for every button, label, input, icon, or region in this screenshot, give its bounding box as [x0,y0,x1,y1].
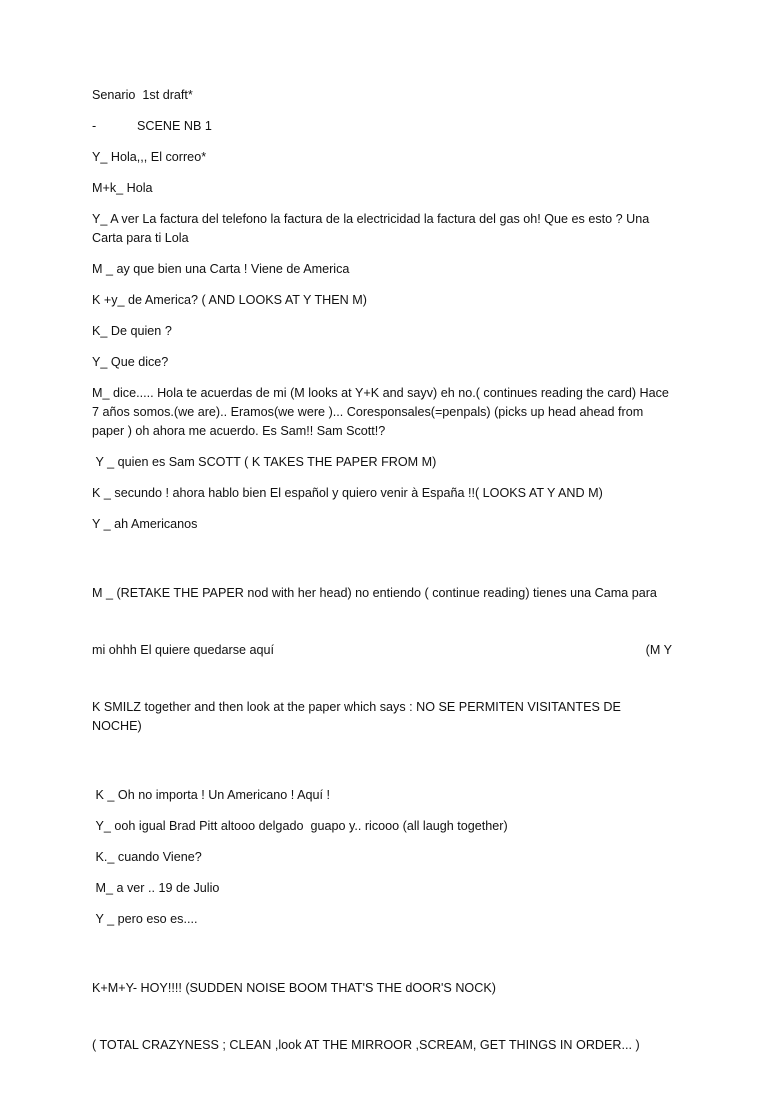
scene-heading: SCENE NB 1 [137,119,212,133]
final-paragraph [92,941,672,1093]
dialogue-line: K +y_ de America? ( AND LOOKS AT Y THEN M) [92,293,367,307]
final-line-2: ( TOTAL CRAZYNESS ; CLEAN ,look AT THE MIRROOR ,SCREAM, GET THINGS IN ORDER... ) [92,1038,640,1052]
document-title: Senario 1st draft* [92,88,193,102]
dialogue-line: Y _ ah Americanos [92,517,198,531]
retake-paragraph [92,546,672,774]
dialogue-line: K _ Oh no importa ! Un Americano ! Aquí ! [92,788,331,802]
dialogue-line: M_ dice..... Hola te acuerdas de mi (M looks at Y+K and sayv) eh no.( continues reading the card) Hace 7 años somos.(we are).. Eramos(we were )... Coresponsales(=penpals) (picks up head ahead from paper ) oh ahora me acuerdo. Es Sam!! Sam Scott!? [92,386,673,438]
retake-line-3: K SMILZ together and then look at the paper which says : NO SE PERMITEN VISITANTES DE NOCHE) [92,700,625,733]
retake-line-2 [92,641,672,660]
dialogue-line: M+k_ Hola [92,181,153,195]
dialogue-line: K_ De quien ? [92,324,172,338]
scene-dash: - [92,119,97,133]
dialogue-line: Y_ Hola,,, El correo* [92,150,207,164]
dialogue-line: K _ secundo ! ahora hablo bien El español y quiero venir à España !!( LOOKS AT Y AND M) [92,486,603,500]
retake-line-1: M _ (RETAKE THE PAPER nod with her head) no entiendo ( continue reading) tienes una Cama para [92,586,657,600]
dialogue-line: Y _ quien es Sam SCOTT ( K TAKES THE PAPER FROM M) [92,455,437,469]
retake-line-2-right: (M Y [645,643,672,657]
dialogue-line: Y_ A ver La factura del telefono la factura de la electricidad la factura del gas oh! Que es esto ? Una Carta para ti Lola [92,212,653,245]
script-body [92,86,672,1093]
dialogue-line: M_ a ver .. 19 de Julio [92,881,220,895]
dialogue-line: Y_ Que dice? [92,355,169,369]
scene-heading-row [92,117,672,136]
dialogue-line: M _ ay que bien una Carta ! Viene de America [92,262,350,276]
dialogue-line: K._ cuando Viene? [92,850,202,864]
dialogue-line: Y_ ooh igual Brad Pitt altooo delgado guapo y.. ricooo (all laugh together) [92,819,508,833]
retake-line-2-left: mi ohhh El quiere quedarse aquí [92,643,275,657]
final-line-1: K+M+Y- HOY!!!! (SUDDEN NOISE BOOM THAT'S THE dOOR'S NOCK) [92,981,496,995]
dialogue-line: Y _ pero eso es.... [92,912,198,926]
